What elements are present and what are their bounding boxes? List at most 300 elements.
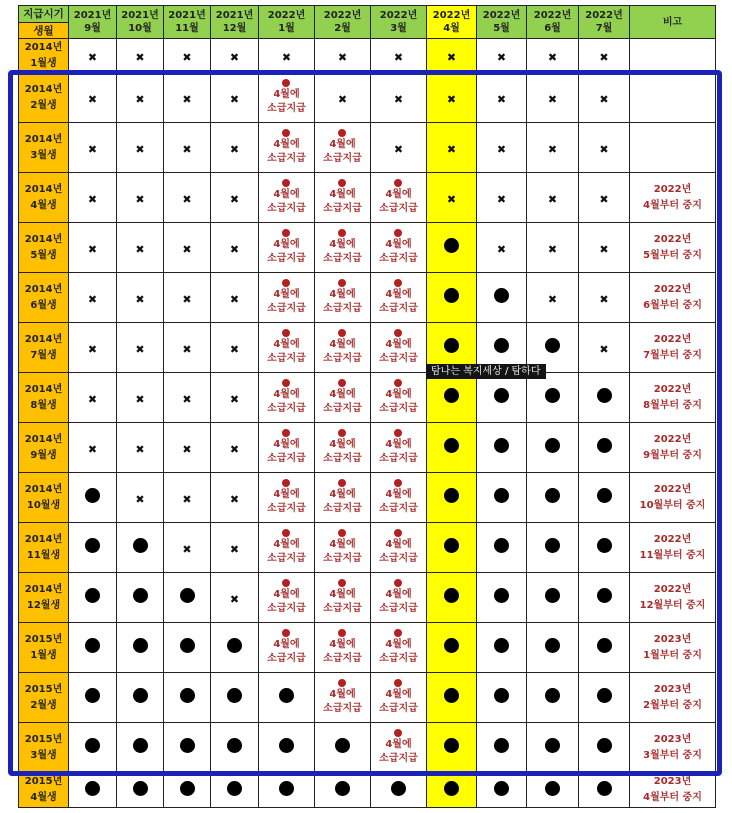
paid-cell [477, 523, 527, 573]
retro-pay-cell [371, 523, 427, 573]
retro-pay-label: 4월에 소급지급 [379, 429, 418, 466]
cross-icon: ✖ [229, 343, 240, 356]
red-dot-icon [338, 179, 346, 187]
retro-pay-cell [259, 223, 315, 273]
header-month: 2021년 10월 [117, 6, 164, 39]
cross-icon: ✖ [337, 93, 348, 106]
not-paid-cell [371, 123, 427, 173]
red-dot-icon [338, 279, 346, 287]
retro-pay-label: 4월에 소급지급 [323, 329, 362, 366]
not-paid-cell [527, 123, 579, 173]
cross-icon: ✖ [446, 143, 457, 156]
header-month: 2022년 5월 [477, 6, 527, 39]
cross-icon: ✖ [182, 51, 192, 64]
not-paid-cell [211, 273, 259, 323]
filled-circle-icon [133, 688, 148, 703]
filled-circle-icon [597, 638, 612, 653]
paid-cell [69, 523, 117, 573]
retro-pay-cell [371, 673, 427, 723]
red-dot-icon [394, 729, 402, 737]
retro-pay-label: 4월에 소급지급 [267, 179, 306, 216]
cross-icon: ✖ [337, 51, 348, 64]
not-paid-cell [117, 273, 164, 323]
not-paid-cell [164, 73, 211, 123]
not-paid-cell [579, 123, 630, 173]
filled-circle-icon [444, 488, 459, 503]
red-dot-icon [282, 479, 290, 487]
note-cell: 2023년 2월부터 중지 [630, 673, 716, 723]
cross-icon: ✖ [229, 393, 240, 406]
filled-circle-icon [494, 438, 509, 453]
not-paid-cell [117, 173, 164, 223]
cross-icon: ✖ [87, 93, 98, 106]
cross-icon: ✖ [135, 243, 145, 256]
paid-cell [69, 573, 117, 623]
not-paid-cell [477, 73, 527, 123]
filled-circle-icon [180, 688, 195, 703]
table-body [19, 39, 716, 808]
retro-pay-cell [371, 223, 427, 273]
filled-circle-icon [444, 638, 459, 653]
filled-circle-icon [494, 488, 509, 503]
red-dot-icon [338, 129, 346, 137]
not-paid-cell [211, 123, 259, 173]
cross-icon: ✖ [446, 93, 457, 106]
cross-icon: ✖ [87, 193, 98, 206]
note-cell: 2022년 6월부터 중지 [630, 273, 716, 323]
cross-icon: ✖ [182, 243, 192, 256]
paid-cell [579, 523, 630, 573]
header-month: 2022년 6월 [527, 6, 579, 39]
filled-circle-icon [494, 738, 509, 753]
filled-circle-icon [85, 588, 100, 603]
paid-cell [427, 673, 477, 723]
filled-circle-icon [494, 588, 509, 603]
not-paid-cell [117, 39, 164, 73]
red-dot-icon [282, 629, 290, 637]
retro-pay-label: 4월에 소급지급 [323, 179, 362, 216]
cross-icon: ✖ [393, 143, 404, 156]
retro-pay-cell [259, 323, 315, 373]
retro-pay-cell [371, 323, 427, 373]
paid-cell [477, 423, 527, 473]
not-paid-cell [117, 223, 164, 273]
retro-pay-cell [371, 723, 427, 773]
table-row [19, 673, 716, 723]
table-row [19, 173, 716, 223]
filled-circle-icon [444, 688, 459, 703]
filled-circle-icon [597, 738, 612, 753]
filled-circle-icon [444, 238, 459, 253]
retro-pay-cell [259, 273, 315, 323]
retro-pay-cell [371, 423, 427, 473]
retro-pay-cell [259, 573, 315, 623]
birth-month-cell: 2015년 3월생 [19, 723, 69, 773]
paid-cell [164, 773, 211, 808]
not-paid-cell [211, 373, 259, 423]
red-dot-icon [282, 229, 290, 237]
filled-circle-icon [180, 738, 195, 753]
retro-pay-cell [259, 73, 315, 123]
paid-cell [527, 523, 579, 573]
cross-icon: ✖ [547, 93, 558, 106]
retro-pay-cell [315, 673, 371, 723]
note-cell [630, 39, 716, 73]
not-paid-cell [69, 123, 117, 173]
cross-icon: ✖ [229, 93, 240, 106]
paid-cell [427, 523, 477, 573]
not-paid-cell [579, 73, 630, 123]
filled-circle-icon [444, 538, 459, 553]
red-dot-icon [338, 329, 346, 337]
retro-pay-cell [315, 273, 371, 323]
cross-icon: ✖ [229, 193, 240, 206]
birth-month-cell: 2014년 4월생 [19, 173, 69, 223]
red-dot-icon [282, 579, 290, 587]
birth-month-cell: 2015년 4월생 [19, 773, 69, 808]
cross-icon: ✖ [182, 93, 192, 106]
red-dot-icon [282, 429, 290, 437]
paid-cell [579, 573, 630, 623]
filled-circle-icon [545, 538, 560, 553]
filled-circle-icon [133, 781, 148, 796]
red-dot-icon [338, 579, 346, 587]
retro-pay-label: 4월에 소급지급 [267, 229, 306, 266]
filled-circle-icon [545, 488, 560, 503]
table-row [19, 723, 716, 773]
note-cell: 2022년 12월부터 중지 [630, 573, 716, 623]
red-dot-icon [394, 579, 402, 587]
not-paid-cell [427, 173, 477, 223]
paid-cell [527, 423, 579, 473]
retro-pay-label: 4월에 소급지급 [267, 279, 306, 316]
header-corner-cell [19, 6, 69, 39]
retro-pay-label: 4월에 소급지급 [323, 279, 362, 316]
not-paid-cell [69, 423, 117, 473]
paid-cell [579, 673, 630, 723]
retro-pay-label: 4월에 소급지급 [267, 529, 306, 566]
not-paid-cell [315, 73, 371, 123]
not-paid-cell [527, 223, 579, 273]
paid-cell [211, 673, 259, 723]
note-cell: 2022년 9월부터 중지 [630, 423, 716, 473]
filled-circle-icon [227, 738, 242, 753]
filled-circle-icon [85, 781, 100, 796]
paid-cell [427, 423, 477, 473]
not-paid-cell [69, 323, 117, 373]
paid-cell [315, 723, 371, 773]
note-cell: 2022년 11월부터 중지 [630, 523, 716, 573]
note-cell: 2022년 8월부터 중지 [630, 373, 716, 423]
retro-pay-label: 4월에 소급지급 [267, 329, 306, 366]
not-paid-cell [117, 423, 164, 473]
paid-cell [164, 723, 211, 773]
cross-icon: ✖ [135, 393, 145, 406]
cross-icon: ✖ [599, 143, 609, 156]
birth-month-cell: 2014년 2월생 [19, 73, 69, 123]
not-paid-cell [371, 73, 427, 123]
red-dot-icon [338, 229, 346, 237]
paid-cell [427, 473, 477, 523]
header-month: 2021년 12월 [211, 6, 259, 39]
paid-cell [579, 623, 630, 673]
filled-circle-icon [279, 781, 294, 796]
filled-circle-icon [85, 488, 100, 503]
not-paid-cell [117, 323, 164, 373]
cross-icon: ✖ [229, 493, 240, 506]
red-dot-icon [338, 479, 346, 487]
cross-icon: ✖ [547, 193, 558, 206]
table-row [19, 573, 716, 623]
retro-pay-cell [371, 473, 427, 523]
note-cell [630, 73, 716, 123]
filled-circle-icon [494, 538, 509, 553]
red-dot-icon [282, 379, 290, 387]
cross-icon: ✖ [229, 293, 240, 306]
red-dot-icon [394, 679, 402, 687]
cross-icon: ✖ [87, 293, 98, 306]
cross-icon: ✖ [135, 51, 145, 64]
note-cell: 2022년 10월부터 중지 [630, 473, 716, 523]
filled-circle-icon [494, 638, 509, 653]
cross-icon: ✖ [182, 493, 192, 506]
filled-circle-icon [444, 388, 459, 403]
paid-cell [164, 623, 211, 673]
paid-cell [211, 773, 259, 808]
paid-cell [579, 473, 630, 523]
paid-cell [527, 373, 579, 423]
cross-icon: ✖ [496, 51, 507, 64]
filled-circle-icon [545, 438, 560, 453]
filled-circle-icon [444, 588, 459, 603]
not-paid-cell [164, 123, 211, 173]
not-paid-cell [527, 273, 579, 323]
filled-circle-icon [494, 338, 509, 353]
birth-month-cell: 2014년 9월생 [19, 423, 69, 473]
header-month: 2021년 9월 [69, 6, 117, 39]
not-paid-cell [427, 73, 477, 123]
header-month-highlighted: 2022년 4월 [427, 6, 477, 39]
retro-pay-label: 4월에 소급지급 [323, 679, 362, 716]
paid-cell [527, 773, 579, 808]
filled-circle-icon [494, 288, 509, 303]
cross-icon: ✖ [229, 543, 240, 556]
birth-month-cell: 2014년 11월생 [19, 523, 69, 573]
retro-pay-label: 4월에 소급지급 [323, 479, 362, 516]
retro-pay-label: 4월에 소급지급 [379, 229, 418, 266]
filled-circle-icon [494, 388, 509, 403]
cross-icon: ✖ [182, 293, 192, 306]
paid-cell [427, 373, 477, 423]
filled-circle-icon [597, 588, 612, 603]
paid-cell [527, 723, 579, 773]
not-paid-cell [69, 373, 117, 423]
retro-pay-label: 4월에 소급지급 [323, 629, 362, 666]
retro-pay-cell [259, 523, 315, 573]
cross-icon: ✖ [182, 343, 192, 356]
note-cell: 2022년 4월부터 중지 [630, 173, 716, 223]
retro-pay-cell [315, 573, 371, 623]
cross-icon: ✖ [496, 93, 507, 106]
cross-icon: ✖ [599, 243, 609, 256]
not-paid-cell [117, 373, 164, 423]
note-cell: 2022년 5월부터 중지 [630, 223, 716, 273]
table-row [19, 623, 716, 673]
paid-cell [427, 723, 477, 773]
cross-icon: ✖ [393, 51, 404, 64]
retro-pay-cell [371, 623, 427, 673]
birth-month-cell: 2014년 12월생 [19, 573, 69, 623]
filled-circle-icon [180, 638, 195, 653]
not-paid-cell [527, 39, 579, 73]
retro-pay-cell [315, 523, 371, 573]
filled-circle-icon [597, 538, 612, 553]
not-paid-cell [579, 273, 630, 323]
paid-cell [211, 723, 259, 773]
cross-icon: ✖ [496, 193, 507, 206]
red-dot-icon [282, 79, 290, 87]
not-paid-cell [211, 323, 259, 373]
not-paid-cell [164, 273, 211, 323]
paid-cell [427, 273, 477, 323]
retro-pay-label: 4월에 소급지급 [323, 229, 362, 266]
cross-icon: ✖ [182, 193, 192, 206]
paid-cell [69, 673, 117, 723]
filled-circle-icon [227, 638, 242, 653]
cross-icon: ✖ [87, 343, 98, 356]
header-month: 2022년 3월 [371, 6, 427, 39]
paid-cell [117, 723, 164, 773]
paid-cell [527, 573, 579, 623]
red-dot-icon [338, 529, 346, 537]
cross-icon: ✖ [135, 493, 145, 506]
birth-month-cell: 2014년 6월생 [19, 273, 69, 323]
not-paid-cell [477, 39, 527, 73]
header-month: 2022년 2월 [315, 6, 371, 39]
red-dot-icon [394, 629, 402, 637]
red-dot-icon [394, 379, 402, 387]
paid-cell [427, 223, 477, 273]
not-paid-cell [211, 73, 259, 123]
retro-pay-cell [371, 173, 427, 223]
birth-month-cell: 2014년 1월생 [19, 39, 69, 73]
retro-pay-label: 4월에 소급지급 [267, 479, 306, 516]
paid-cell [117, 523, 164, 573]
birth-month-cell: 2014년 5월생 [19, 223, 69, 273]
filled-circle-icon [85, 538, 100, 553]
paid-cell [211, 623, 259, 673]
retro-pay-label: 4월에 소급지급 [267, 129, 306, 166]
paid-cell [69, 773, 117, 808]
not-paid-cell [164, 373, 211, 423]
red-dot-icon [282, 129, 290, 137]
not-paid-cell [579, 39, 630, 73]
retro-pay-label: 4월에 소급지급 [267, 379, 306, 416]
paid-cell [477, 673, 527, 723]
table-row [19, 773, 716, 808]
retro-pay-cell [371, 573, 427, 623]
retro-pay-label: 4월에 소급지급 [323, 579, 362, 616]
red-dot-icon [394, 479, 402, 487]
paid-cell [117, 573, 164, 623]
retro-pay-label: 4월에 소급지급 [379, 379, 418, 416]
header-row [19, 6, 716, 39]
note-cell: 2023년 1월부터 중지 [630, 623, 716, 673]
retro-pay-cell [315, 373, 371, 423]
filled-circle-icon [335, 738, 350, 753]
red-dot-icon [394, 329, 402, 337]
not-paid-cell [211, 39, 259, 73]
cross-icon: ✖ [135, 193, 145, 206]
retro-pay-cell [315, 473, 371, 523]
filled-circle-icon [279, 738, 294, 753]
retro-pay-cell [259, 473, 315, 523]
cross-icon: ✖ [229, 243, 240, 256]
cross-icon: ✖ [87, 143, 98, 156]
retro-pay-label: 4월에 소급지급 [379, 479, 418, 516]
paid-cell [427, 623, 477, 673]
paid-cell [69, 623, 117, 673]
filled-circle-icon [444, 338, 459, 353]
red-dot-icon [282, 329, 290, 337]
filled-circle-icon [133, 538, 148, 553]
note-cell [630, 123, 716, 173]
retro-pay-cell [259, 623, 315, 673]
cross-icon: ✖ [496, 243, 507, 256]
retro-pay-label: 4월에 소급지급 [267, 79, 306, 116]
filled-circle-icon [279, 688, 294, 703]
paid-cell [371, 773, 427, 808]
red-dot-icon [338, 379, 346, 387]
cross-icon: ✖ [182, 443, 192, 456]
table-row [19, 39, 716, 73]
retro-pay-label: 4월에 소급지급 [379, 729, 418, 766]
paid-cell [579, 423, 630, 473]
cross-icon: ✖ [135, 93, 145, 106]
retro-pay-cell [315, 173, 371, 223]
not-paid-cell [579, 173, 630, 223]
cross-icon: ✖ [547, 51, 558, 64]
paid-cell [527, 473, 579, 523]
retro-pay-label: 4월에 소급지급 [379, 529, 418, 566]
filled-circle-icon [180, 781, 195, 796]
not-paid-cell [527, 73, 579, 123]
retro-pay-label: 4월에 소급지급 [379, 179, 418, 216]
red-dot-icon [394, 229, 402, 237]
not-paid-cell [211, 523, 259, 573]
not-paid-cell [527, 173, 579, 223]
red-dot-icon [394, 279, 402, 287]
filled-circle-icon [597, 488, 612, 503]
filled-circle-icon [133, 638, 148, 653]
not-paid-cell [211, 423, 259, 473]
not-paid-cell [477, 123, 527, 173]
red-dot-icon [394, 179, 402, 187]
cross-icon: ✖ [393, 93, 404, 106]
paid-cell [579, 373, 630, 423]
not-paid-cell [477, 223, 527, 273]
paid-cell [579, 723, 630, 773]
not-paid-cell [211, 573, 259, 623]
paid-cell [117, 773, 164, 808]
not-paid-cell [211, 223, 259, 273]
table-row [19, 123, 716, 173]
not-paid-cell [211, 173, 259, 223]
cross-icon: ✖ [229, 593, 240, 606]
filled-circle-icon [545, 638, 560, 653]
not-paid-cell [164, 473, 211, 523]
filled-circle-icon [85, 738, 100, 753]
